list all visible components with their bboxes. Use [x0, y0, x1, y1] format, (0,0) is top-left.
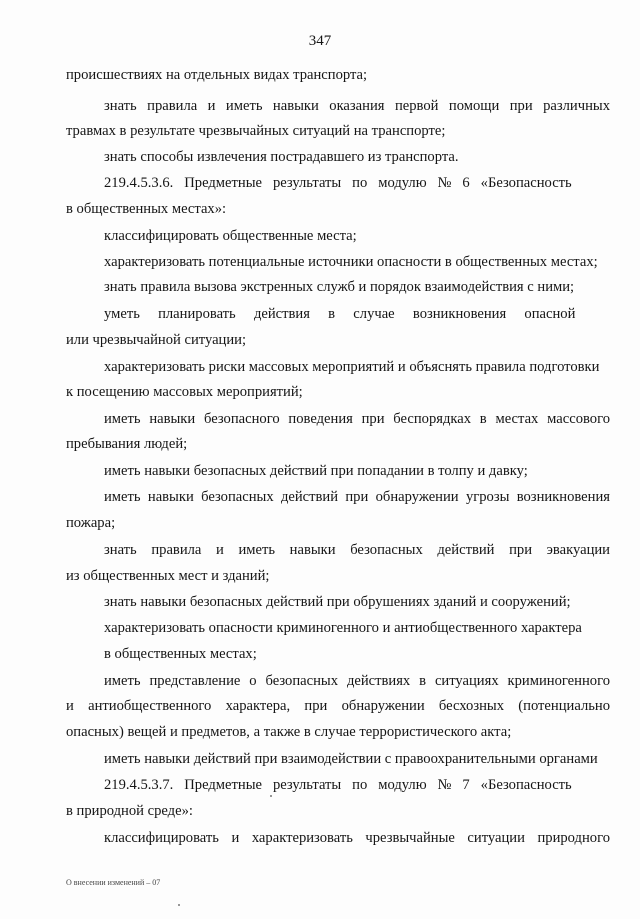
- list-item: знать правила вызова экстренных служб и порядок взаимодействия с ними;: [104, 279, 575, 295]
- list-item: классифицировать общественные места;: [104, 228, 357, 244]
- text-line: травмах в результате чрезвычайных ситуаций на транспорте;: [66, 123, 446, 139]
- text-line: из общественных мест и зданий;: [66, 568, 270, 584]
- list-item: уметь планировать действия в случае возникновения опасной: [104, 306, 576, 322]
- list-item: знать навыки безопасных действий при обрушениях зданий и сооружений;: [104, 594, 571, 610]
- text-line: пребывания людей;: [66, 436, 188, 452]
- list-item: характеризовать потенциальные источники опасности в общественных местах;: [104, 254, 598, 270]
- text-line: в природной среде»:: [66, 803, 193, 819]
- list-item: характеризовать опасности криминогенного и антиобщественного характера: [104, 620, 582, 636]
- text-line: опасных) вещей и предметов, а также в случае террористического акта;: [66, 724, 512, 740]
- text-line: пожара;: [66, 515, 116, 531]
- text-line: или чрезвычайной ситуации;: [66, 332, 247, 348]
- list-item: классифицировать и характеризовать чрезвычайные ситуации природного: [104, 830, 610, 846]
- scan-speck: [178, 904, 180, 906]
- text-line: и антиобщественного характера, при обнаружении бесхозных (потенциально: [66, 698, 610, 714]
- list-item: характеризовать риски массовых мероприятий и объяснять правила подготовки: [104, 359, 600, 375]
- list-item: иметь навыки безопасных действий при попадании в толпу и давку;: [104, 463, 528, 479]
- scan-speck: [270, 795, 272, 797]
- list-item: иметь навыки действий при взаимодействии с правоохранительными органами: [104, 751, 598, 767]
- text-line: в общественных местах»:: [66, 201, 227, 217]
- list-item: иметь навыки безопасных действий при обнаружении угрозы возникновения: [104, 489, 610, 505]
- section-heading: 219.4.5.3.7. Предметные результаты по модулю № 7 «Безопасность: [104, 777, 572, 793]
- list-item: иметь представление о безопасных действиях в ситуациях криминогенного: [104, 673, 610, 689]
- text-line: знать правила и иметь навыки оказания первой помощи при различных: [104, 98, 610, 114]
- text-line: происшествиях на отдельных видах транспорта;: [66, 67, 368, 83]
- footer-note: О внесении изменений – 07: [66, 878, 161, 887]
- list-item: знать правила и иметь навыки безопасных действий при эвакуации: [104, 542, 610, 558]
- text-line: знать способы извлечения пострадавшего из транспорта.: [104, 149, 459, 165]
- page-number: 347: [308, 33, 332, 49]
- text-line: к посещению массовых мероприятий;: [66, 384, 303, 400]
- list-item: иметь навыки безопасного поведения при беспорядках в местах массового: [104, 411, 610, 427]
- text-line: в общественных местах;: [104, 646, 257, 662]
- section-heading: 219.4.5.3.6. Предметные результаты по модулю № 6 «Безопасность: [104, 175, 572, 191]
